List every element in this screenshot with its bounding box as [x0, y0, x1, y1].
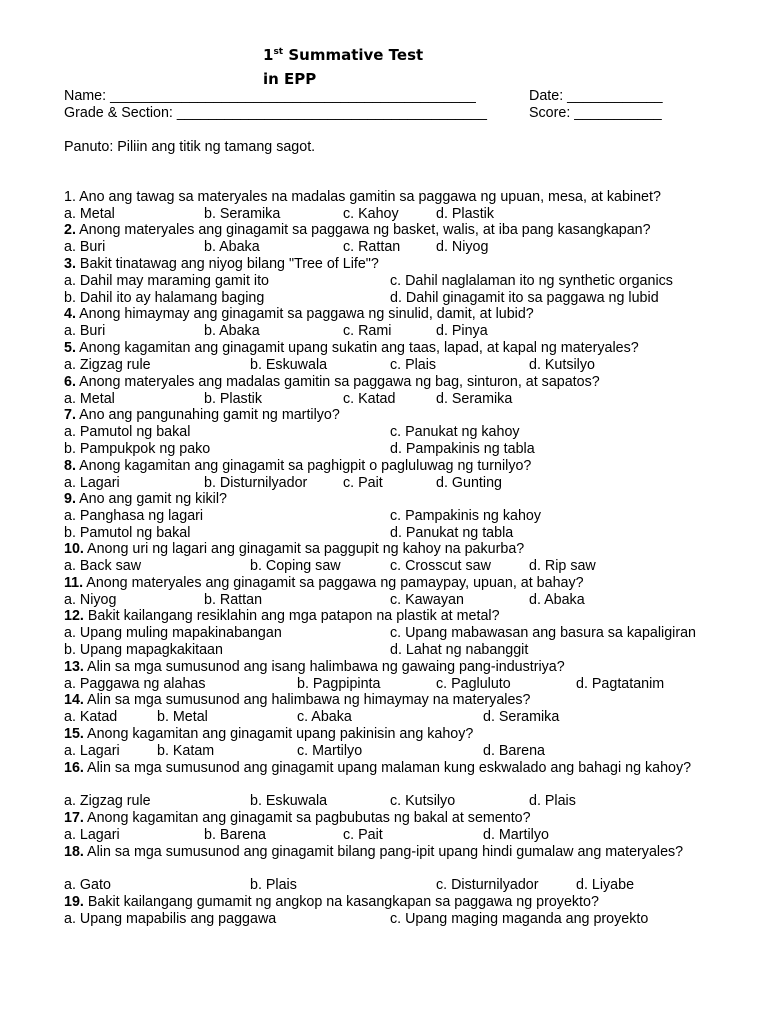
question-text: Bakit tinatawag ang niyog bilang "Tree of Life"? — [75, 256, 379, 272]
choice-c[interactable]: c. Plais — [390, 357, 437, 373]
choice-a[interactable]: a. Zigzag rule — [64, 357, 151, 373]
question-number: 6. — [64, 374, 76, 390]
header-row-2 — [0, 105, 768, 122]
grade-section-field[interactable]: Grade & Section: _______________________________________ — [64, 105, 487, 121]
question-8 — [64, 458, 531, 475]
choice-a[interactable]: a. Dahil may maraming gamit ito — [64, 273, 269, 289]
question-17 — [64, 810, 531, 827]
question-number: 11. — [64, 575, 84, 591]
title-number: 1 — [263, 46, 274, 64]
choice-b[interactable]: b. Pampukpok ng pako — [64, 441, 211, 457]
choice-b[interactable]: b. Metal — [157, 709, 208, 725]
choices-3b — [0, 290, 768, 307]
choice-d[interactable]: d. Martilyo — [483, 827, 549, 843]
question-number: 7. — [64, 407, 76, 423]
choice-a[interactable]: a. Niyog — [64, 592, 117, 608]
question-number: 19. — [64, 894, 84, 910]
question-text: Ano ang tawag sa materyales na madalas gamitin sa paggawa ng upuan, mesa, at kabinet? — [75, 189, 661, 205]
instructions: Panuto: Piliin ang titik ng tamang sagot. — [64, 139, 316, 155]
question-number: 3. — [64, 256, 76, 272]
question-4 — [64, 306, 534, 323]
choice-c[interactable]: c. Pait — [343, 475, 383, 491]
date-field[interactable]: Date: ____________ — [529, 88, 663, 104]
choice-b[interactable]: b. Dahil ito ay halamang baging — [64, 290, 265, 306]
question-text: Alin sa mga sumusunod ang ginagamit bilang pang-ipit upang hindi gumalaw ang materyales? — [83, 844, 684, 860]
choices-18 — [0, 877, 768, 894]
question-10 — [64, 541, 524, 558]
choice-a[interactable]: a. Pamutol ng bakal — [64, 424, 191, 440]
choice-c[interactable]: c. Pait — [343, 827, 383, 843]
choice-d[interactable]: d. Rip saw — [529, 558, 596, 574]
question-3 — [64, 256, 379, 273]
question-14 — [64, 692, 531, 709]
title-superscript: st — [273, 47, 284, 57]
choice-b[interactable]: b. Disturnilyador — [204, 475, 308, 491]
question-number: 10. — [64, 541, 84, 557]
choice-a[interactable]: a. Back saw — [64, 558, 142, 574]
choices-13 — [0, 676, 768, 693]
question-number: 4. — [64, 306, 76, 322]
choices-6 — [0, 391, 768, 408]
choice-d[interactable]: d. Pampakinis ng tabla — [390, 441, 535, 457]
choices-9a — [0, 508, 768, 525]
choice-a[interactable]: a. Lagari — [64, 827, 120, 843]
choice-c[interactable]: c. Martilyo — [297, 743, 363, 759]
choice-d[interactable]: d. Abaka — [529, 592, 585, 608]
question-number: 8. — [64, 458, 76, 474]
question-text: Alin sa mga sumusunod ang ginagamit upang malaman kung eskwalado ang bahagi ng kahoy? — [83, 760, 692, 776]
choice-b[interactable]: b. Katam — [157, 743, 215, 759]
choice-b[interactable]: b. Pagpipinta — [297, 676, 381, 692]
choice-d[interactable]: d. Barena — [483, 743, 545, 759]
question-number: 15. — [64, 726, 84, 742]
choice-b[interactable]: b. Seramika — [204, 206, 281, 222]
choice-c[interactable]: c. Disturnilyador — [436, 877, 539, 893]
choice-d[interactable]: d. Niyog — [436, 239, 489, 255]
choice-d[interactable]: d. Pinya — [436, 323, 488, 339]
choice-d[interactable]: d. Kutsilyo — [529, 357, 595, 373]
choice-b[interactable]: b. Pamutol ng bakal — [64, 525, 191, 541]
test-title — [263, 46, 423, 64]
choices-7b — [0, 441, 768, 458]
choice-b[interactable]: b. Eskuwala — [250, 357, 328, 373]
title-text: Summative Test — [283, 46, 424, 64]
choices-7a — [0, 424, 768, 441]
question-number: 1. — [64, 189, 76, 205]
choice-c[interactable]: c. Panukat ng kahoy — [390, 424, 520, 440]
test-subject: in EPP — [263, 70, 317, 88]
choices-8 — [0, 475, 768, 492]
question-text: Anong materyales ang ginagamit sa paggawa ng pamaypay, upuan, at bahay? — [83, 575, 584, 591]
choice-a[interactable]: a. Katad — [64, 709, 118, 725]
question-number: 14. — [64, 692, 84, 708]
question-6 — [64, 374, 600, 391]
question-text: Anong materyales ang madalas gamitin sa paggawa ng bag, sinturon, at sapatos? — [75, 374, 600, 390]
choice-c[interactable]: c. Kawayan — [390, 592, 464, 608]
question-5 — [64, 340, 639, 357]
choice-a[interactable]: a. Metal — [64, 206, 115, 222]
choice-c[interactable]: c. Kutsilyo — [390, 793, 456, 809]
question-11 — [64, 575, 584, 592]
choice-d[interactable]: d. Lahat ng nabanggit — [390, 642, 529, 658]
choices-16 — [0, 793, 768, 810]
choice-c[interactable]: c. Rattan — [343, 239, 401, 255]
question-text: Anong himaymay ang ginagamit sa paggawa ng sinulid, damit, at lubid? — [75, 306, 534, 322]
choices-10 — [0, 558, 768, 575]
choice-d[interactable]: d. Dahil ginagamit ito sa paggawa ng lubid — [390, 290, 659, 306]
question-16 — [64, 760, 704, 777]
question-text: Anong uri ng lagari ang ginagamit sa paggupit ng kahoy na pakurba? — [83, 541, 525, 557]
choices-1 — [0, 206, 768, 223]
choices-12a — [0, 625, 768, 642]
choice-a[interactable]: a. Zigzag rule — [64, 793, 151, 809]
choice-b[interactable]: b. Plastik — [204, 391, 263, 407]
choice-b[interactable]: b. Plais — [250, 877, 297, 893]
choice-a[interactable]: a. Buri — [64, 239, 106, 255]
question-13 — [64, 659, 565, 676]
question-text: Alin sa mga sumusunod ang halimbawa ng himaymay na materyales? — [83, 692, 531, 708]
choice-c[interactable]: c. Pagluluto — [436, 676, 511, 692]
question-text: Anong kagamitan ang ginagamit upang pakinisin ang kahoy? — [83, 726, 474, 742]
choice-c[interactable]: c. Dahil naglalaman ito ng synthetic organics — [390, 273, 673, 289]
choice-c[interactable]: c. Katad — [343, 391, 396, 407]
question-19 — [64, 894, 599, 911]
choices-12b — [0, 642, 768, 659]
choice-a[interactable]: a. Paggawa ng alahas — [64, 676, 206, 692]
choice-b[interactable]: b. Barena — [204, 827, 266, 843]
header-row-1 — [0, 88, 768, 105]
question-text: Ano ang pangunahing gamit ng martilyo? — [75, 407, 340, 423]
choice-a[interactable]: a. Upang mapabilis ang paggawa — [64, 911, 277, 927]
question-number: 12. — [64, 608, 84, 624]
question-text: Bakit kailangang gumamit ng angkop na kasangkapan sa paggawa ng proyekto? — [83, 894, 599, 910]
choice-a[interactable]: a. Lagari — [64, 743, 120, 759]
score-field[interactable]: Score: ___________ — [529, 105, 662, 121]
choice-c[interactable]: c. Kahoy — [343, 206, 399, 222]
question-9 — [64, 491, 227, 508]
choices-19 — [0, 911, 768, 928]
choice-b[interactable]: b. Coping saw — [250, 558, 341, 574]
choices-14 — [0, 709, 768, 726]
question-number: 18. — [64, 844, 84, 860]
choice-d[interactable]: d. Gunting — [436, 475, 502, 491]
choice-c[interactable]: c. Upang maging maganda ang proyekto — [390, 911, 649, 927]
question-number: 5. — [64, 340, 76, 356]
choice-d[interactable]: d. Plastik — [436, 206, 495, 222]
question-number: 9. — [64, 491, 76, 507]
choice-a[interactable]: a. Metal — [64, 391, 115, 407]
choice-c[interactable]: c. Abaka — [297, 709, 352, 725]
question-text: Anong kagamitan ang ginagamit upang sukatin ang taas, lapad, at kapal ng materyales? — [75, 340, 639, 356]
choices-3a — [0, 273, 768, 290]
choice-d[interactable]: d. Seramika — [436, 391, 513, 407]
choice-c[interactable]: c. Pampakinis ng kahoy — [390, 508, 541, 524]
question-1 — [64, 189, 661, 206]
choice-d[interactable]: d. Seramika — [483, 709, 560, 725]
choice-d[interactable]: d. Plais — [529, 793, 576, 809]
choices-2 — [0, 239, 768, 256]
question-number: 2. — [64, 222, 76, 238]
question-text: Bakit kailangang resiklahin ang mga patapon na plastik at metal? — [83, 608, 500, 624]
choice-d[interactable]: d. Panukat ng tabla — [390, 525, 514, 541]
choices-9b — [0, 525, 768, 542]
choice-b[interactable]: b. Upang mapagkakitaan — [64, 642, 223, 658]
question-2 — [64, 222, 651, 239]
question-number: 16. — [64, 760, 84, 776]
choice-a[interactable]: a. Buri — [64, 323, 106, 339]
choices-11 — [0, 592, 768, 609]
question-text: Ano ang gamit ng kikil? — [75, 491, 227, 507]
question-12 — [64, 608, 500, 625]
choices-5 — [0, 357, 768, 374]
choice-c[interactable]: c. Rami — [343, 323, 392, 339]
choice-a[interactable]: a. Lagari — [64, 475, 120, 491]
choices-15 — [0, 743, 768, 760]
choice-c[interactable]: c. Crosscut saw — [390, 558, 491, 574]
choice-b[interactable]: b. Abaka — [204, 239, 260, 255]
question-18 — [64, 844, 704, 861]
question-15 — [64, 726, 473, 743]
question-text: Alin sa mga sumusunod ang isang halimbawa ng gawaing pang-industriya? — [83, 659, 565, 675]
choices-17 — [0, 827, 768, 844]
name-field[interactable]: Name: ______________________________________________ — [64, 88, 476, 104]
choice-b[interactable]: b. Abaka — [204, 323, 260, 339]
question-number: 17. — [64, 810, 84, 826]
choice-b[interactable]: b. Eskuwala — [250, 793, 328, 809]
choice-a[interactable]: a. Upang muling mapakinabangan — [64, 625, 282, 641]
choices-4 — [0, 323, 768, 340]
choice-c[interactable]: c. Upang mabawasan ang basura sa kapaligiran — [390, 625, 696, 641]
choice-a[interactable]: a. Panghasa ng lagari — [64, 508, 204, 524]
choice-d[interactable]: d. Liyabe — [576, 877, 635, 893]
choice-a[interactable]: a. Gato — [64, 877, 111, 893]
choice-b[interactable]: b. Rattan — [204, 592, 263, 608]
choice-d[interactable]: d. Pagtatanim — [576, 676, 665, 692]
question-text: Anong materyales ang ginagamit sa paggawa ng basket, walis, at iba pang kasangkapan? — [75, 222, 651, 238]
question-text: Anong kagamitan ang ginagamit sa paghigpit o pagluluwag ng turnilyo? — [75, 458, 532, 474]
instructions-row — [0, 139, 768, 156]
question-7 — [64, 407, 340, 424]
question-text: Anong kagamitan ang ginagamit sa pagbubutas ng bakal at semento? — [83, 810, 531, 826]
question-number: 13. — [64, 659, 84, 675]
